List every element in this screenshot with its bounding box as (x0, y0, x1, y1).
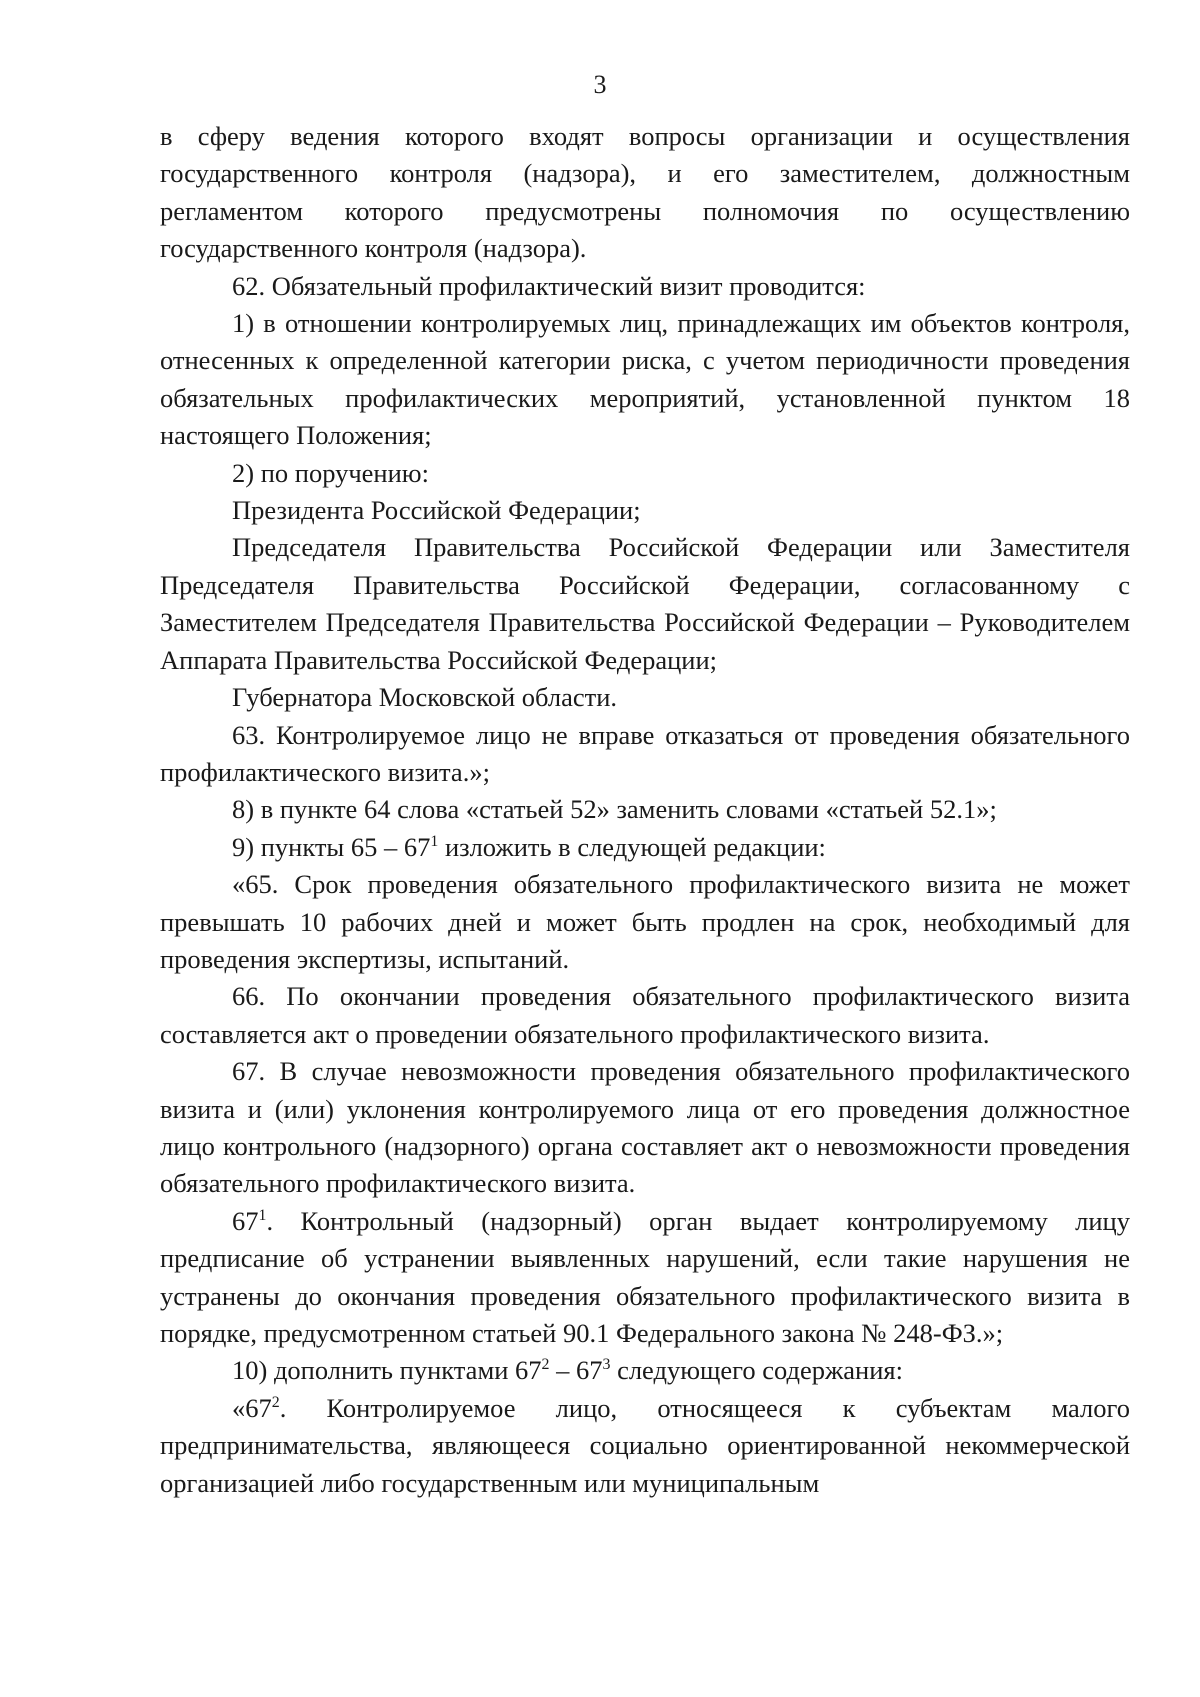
text-segment: «67 (232, 1392, 272, 1423)
document-body (160, 118, 1130, 1502)
text-segment: 10) дополнить пунктами 67 (232, 1355, 542, 1386)
text-segment: 9) пункты 65 – 67 (232, 831, 431, 862)
text-segment: изложить в следующей редакции: (438, 831, 826, 862)
paragraph-63: 63. Контролируемое лицо не вправе отказаться от проведения обязательного профилактического визита.»; (160, 719, 1130, 787)
paragraph-continuation: в сферу ведения которого входят вопросы организации и осуществления государственного контроля (надзора), и его заместителем, должностным регламентом которого предусмотрены полномочия по осуществлению государственного контроля (надзора). (160, 121, 1130, 264)
paragraph-62-item-2: 2) по поручению: (232, 457, 429, 488)
superscript: 2 (271, 1393, 280, 1411)
text-segment: следующего содержания: (610, 1355, 903, 1386)
paragraph-amend-10 (160, 1352, 1130, 1389)
superscript: 2 (541, 1356, 550, 1374)
paragraph-65: «65. Срок проведения обязательного профилактического визита не может превышать 10 рабочих дней и может быть продлен на срок, необходимый для проведения экспертизы, испытаний. (160, 869, 1130, 974)
paragraph-67-1 (160, 1203, 1130, 1353)
superscript: 1 (430, 832, 439, 850)
paragraph-67: 67. В случае невозможности проведения обязательного профилактического визита и (или) уклонения контролируемого лица от его проведения должностное лицо контрольного (надзорного) органа составляет акт о невозможности проведения обязательного профилактического визита. (160, 1056, 1130, 1199)
text-segment: . Контрольный (надзорный) орган выдает контролируемому лицу предписание об устранении выявленных нарушений, если такие нарушения не устранены до окончания проведения обязательного профилактического визита в порядке, предусмотренном статьей 90.1 Федерального закона № 248-ФЗ.»; (160, 1205, 1130, 1348)
paragraph-amend-9 (160, 829, 1130, 866)
paragraph-66: 66. По окончании проведения обязательного профилактического визита составляется акт о проведении обязательного профилактического визита. (160, 981, 1130, 1049)
paragraph-governor: Губернатора Московской области. (232, 682, 618, 713)
paragraph-62: 62. Обязательный профилактический визит проводится: (232, 270, 866, 301)
paragraph-amend-8: 8) в пункте 64 слова «статьей 52» заменить словами «статьей 52.1»; (232, 794, 997, 825)
text-segment: 67 (232, 1205, 259, 1236)
superscript: 1 (258, 1206, 267, 1224)
text-segment: . Контролируемое лицо, относящееся к субъектам малого предпринимательства, являющееся социально ориентированной некоммерческой организацией либо государственным или муниципальным (160, 1392, 1130, 1498)
paragraph-67-2 (160, 1390, 1130, 1502)
paragraph-62-item-1: 1) в отношении контролируемых лиц, принадлежащих им объектов контроля, отнесенных к определенной категории риска, с учетом периодичности проведения обязательных профилактических мероприятий, установленной пунктом 18 настоящего Положения; (160, 308, 1130, 451)
text-segment: – 67 (549, 1355, 603, 1386)
superscript: 3 (602, 1356, 611, 1374)
page-number: 3 (593, 70, 607, 99)
paragraph-chairman: Председателя Правительства Российской Федерации или Заместителя Председателя Правительства Российской Федерации, согласованному с Заместителем Председателя Правительства Российской Федерации – Руководителем Аппарата Правительства Российской Федерации; (160, 532, 1130, 675)
paragraph-president: Президента Российской Федерации; (232, 495, 641, 526)
